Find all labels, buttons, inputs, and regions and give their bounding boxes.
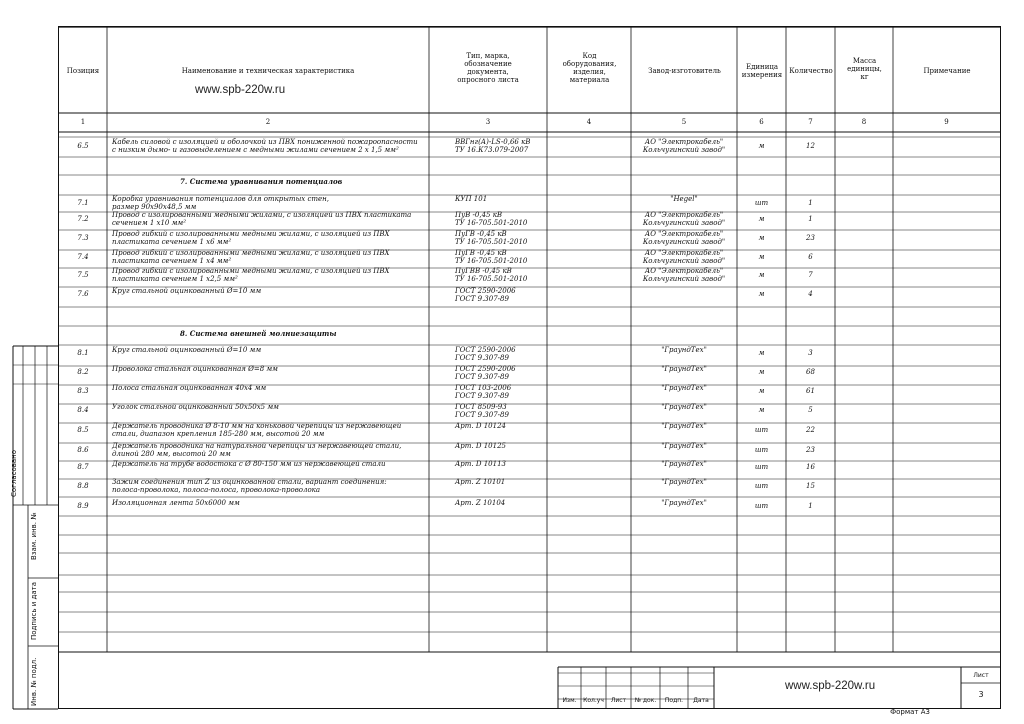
- row-manufacturer: АО "Электрокабель": [644, 211, 724, 219]
- row-position: 8.2: [77, 368, 89, 376]
- row-type: ГОСТ 9.307-89: [455, 373, 509, 381]
- header-name: Наименование и техническая характеристика: [181, 67, 355, 75]
- col-number: 9: [944, 118, 949, 126]
- col-number: 1: [80, 118, 86, 126]
- format-label: Формат А3: [890, 708, 930, 716]
- row-position: 7.1: [77, 199, 89, 207]
- watermark-stamp: www.spb-220w.ru: [785, 680, 876, 692]
- row-type: ГОСТ 9.307-89: [455, 411, 509, 419]
- row-manufacturer: "ГраундТех": [661, 403, 707, 411]
- row-qty: 3: [808, 349, 813, 357]
- row-qty: 5: [808, 406, 813, 414]
- stamp-label: Лист: [610, 697, 627, 704]
- row-unit: шт: [754, 446, 769, 454]
- row-manufacturer: "ГраундТех": [661, 384, 707, 392]
- col-number: 7: [808, 118, 813, 126]
- row-name: пластиката сечением 1 х2,5 мм²: [112, 275, 238, 283]
- row-type: ГОСТ 103-2006: [455, 384, 512, 392]
- row-qty: 6: [808, 253, 813, 261]
- row-position: 8.6: [77, 446, 89, 454]
- row-name: пластиката сечением 1 х6 мм²: [112, 238, 232, 246]
- stamp-label: Изм.: [562, 697, 577, 704]
- row-unit: м: [758, 290, 765, 298]
- row-manufacturer: "ГраундТех": [661, 422, 707, 430]
- side-sign-date: Подпись и дата: [30, 582, 38, 640]
- row-manufacturer: "ГраундТех": [661, 499, 707, 507]
- section-title: 7. Система уравнивания потенциалов: [180, 177, 343, 186]
- row-name: Провод гибкий с изолированными медными жилами, с изоляцией из ПВХ: [112, 230, 390, 238]
- row-manufacturer: АО "Электрокабель": [644, 138, 724, 146]
- header-position: Позиция: [66, 67, 100, 75]
- row-qty: 15: [806, 482, 815, 490]
- row-name: размер 90х90х48,5 мм: [112, 203, 197, 211]
- row-name: Уголок стальной оцинкованный 50х50х5 мм: [112, 403, 279, 411]
- row-type: ГОСТ 2590-2006: [455, 287, 516, 295]
- row-manufacturer: АО "Электрокабель": [644, 267, 724, 275]
- row-qty: 1: [808, 199, 813, 207]
- row-type: ТУ 16-705.501-2010: [455, 219, 528, 227]
- row-type: ГОСТ 2590-2006: [455, 346, 516, 354]
- row-position: 7.2: [77, 215, 89, 223]
- header-manufacturer: Завод-изготовитель: [648, 67, 721, 75]
- row-qty: 61: [806, 387, 815, 395]
- row-position: 8.7: [77, 463, 89, 471]
- header-type: Тип, марка, обозначение документа, опросного листа: [457, 52, 519, 84]
- header-note: Примечание: [923, 67, 971, 75]
- row-position: 7.3: [77, 234, 89, 242]
- row-unit: шт: [754, 463, 769, 471]
- col-number: 4: [586, 118, 592, 126]
- row-position: 8.5: [77, 426, 89, 434]
- stamp-label: Кол.уч: [583, 697, 604, 704]
- row-unit: м: [758, 234, 765, 242]
- row-type: ГОСТ 2590-2006: [455, 365, 516, 373]
- row-type: Арт. D 10125: [455, 442, 506, 450]
- row-name: с низким дымо- и газовыделением с медными жилами сечением 2 х 1,5 мм²: [112, 146, 399, 154]
- row-qty: 1: [808, 502, 813, 510]
- row-unit: м: [758, 142, 765, 150]
- row-qty: 12: [806, 142, 815, 150]
- row-name: сечением 1 х10 мм²: [112, 219, 187, 227]
- row-type: ТУ 16.К73.079-2007: [455, 146, 529, 154]
- header-unit: Единица измерения: [741, 63, 783, 79]
- row-type: ТУ 16-705.501-2010: [455, 275, 528, 283]
- row-qty: 7: [808, 271, 813, 279]
- header-qty: Количество: [789, 67, 833, 75]
- row-type: ПуВ -0,45 кВ: [455, 211, 503, 219]
- row-qty: 16: [806, 463, 815, 471]
- row-name: Провод гибкий с изолированными медными жилами, с изоляцией из ПВХ: [112, 267, 390, 275]
- row-position: 8.4: [77, 406, 89, 414]
- stamp-label: № док.: [634, 697, 657, 704]
- side-inv: Инв. № подл.: [30, 657, 38, 706]
- row-type: ГОСТ 9.307-89: [455, 295, 509, 303]
- side-vzam: Взам. инв. №: [30, 512, 38, 560]
- row-manufacturer: Кольчугинский завод": [642, 257, 726, 265]
- row-manufacturer: АО "Электрокабель": [644, 230, 724, 238]
- row-type: Арт. Z 10104: [455, 499, 506, 507]
- row-type: ПуГВВ -0,45 кВ: [455, 267, 512, 275]
- row-unit: м: [758, 349, 765, 357]
- row-manufacturer: "ГраундТех": [661, 365, 707, 373]
- row-unit: м: [758, 253, 765, 261]
- col-number: 3: [485, 118, 491, 126]
- row-unit: м: [758, 387, 765, 395]
- row-type: ТУ 16-705.501-2010: [455, 257, 528, 265]
- col-number: 6: [759, 118, 764, 126]
- header-code: Код оборудования, изделия, материала: [562, 52, 617, 84]
- row-type: ПуГВ -0,45 кВ: [455, 249, 507, 257]
- row-position: 8.3: [77, 387, 89, 395]
- row-name: Кабель силовой с изоляцией и оболочкой из ПВХ пониженной пожароопасности: [112, 138, 418, 146]
- col-number: 5: [681, 118, 687, 126]
- row-name: стали, диапазон крепления 185-280 мм, высотой 20 мм: [112, 430, 325, 438]
- row-qty: 23: [806, 234, 815, 242]
- row-position: 8.1: [77, 349, 89, 357]
- row-unit: м: [758, 271, 765, 279]
- row-type: ПуГВ -0,45 кВ: [455, 230, 507, 238]
- row-manufacturer: "ГраундТех": [661, 478, 707, 486]
- watermark-top: www.spb-220w.ru: [195, 84, 286, 96]
- row-unit: м: [758, 368, 765, 376]
- row-name: Изоляционная лента 50х6000 мм: [112, 499, 240, 507]
- row-type: Арт. D 10113: [455, 460, 506, 468]
- row-name: Коробка уравнивания потенциалов для открытых стен,: [112, 195, 329, 203]
- row-manufacturer: АО "Электрокабель": [644, 249, 724, 257]
- row-type: ВВГнг(А)-LS-0,66 кВ: [455, 138, 531, 146]
- row-type: ГОСТ 9.307-89: [455, 354, 509, 362]
- row-manufacturer: Кольчугинский завод": [642, 146, 726, 154]
- row-type: ГОСТ 9.307-89: [455, 392, 509, 400]
- row-name: полоса-проволока, полоса-полоса, проволока-проволока: [112, 486, 321, 494]
- sheet-label: Лист: [973, 672, 989, 679]
- row-name: Держатель на трубе водостока с Ø 80-150 мм из нержавеющей стали: [112, 460, 386, 468]
- row-qty: 23: [806, 446, 815, 454]
- row-type: КУП 101: [455, 195, 488, 203]
- row-name: длиной 280 мм, высотой 20 мм: [112, 450, 231, 458]
- row-unit: шт: [754, 426, 769, 434]
- row-manufacturer: "Hegel": [670, 195, 698, 203]
- row-name: Держатель проводника на натуральной черепицы из нержавеющей стали,: [112, 442, 402, 450]
- row-manufacturer: "ГраундТех": [661, 346, 707, 354]
- row-qty: 68: [806, 368, 815, 376]
- row-name: Держатель проводника Ø 8-10 мм на коньковой черепицы из нержавеющей: [112, 422, 402, 430]
- stamp-label: Дата: [693, 697, 709, 704]
- row-unit: шт: [754, 199, 769, 207]
- row-type: ТУ 16-705.501-2010: [455, 238, 528, 246]
- row-manufacturer: Кольчугинский завод": [642, 275, 726, 283]
- row-position: 6.5: [77, 142, 89, 150]
- col-number: 8: [861, 118, 867, 126]
- row-type: ГОСТ 8509-93: [455, 403, 507, 411]
- section-title: 8. Система внешней молниезащиты: [180, 329, 337, 338]
- sheet-number: 3: [978, 690, 984, 699]
- row-manufacturer: "ГраундТех": [661, 442, 707, 450]
- row-qty: 22: [806, 426, 815, 434]
- row-manufacturer: Кольчугинский завод": [642, 219, 726, 227]
- row-name: Круг стальной оцинкованный Ø=10 мм: [112, 287, 262, 295]
- side-agreed: Согласовано: [10, 449, 18, 497]
- row-manufacturer: Кольчугинский завод": [642, 238, 726, 246]
- row-name: Зажим соединения тип Z из оцинкованной стали, вариант соединения:: [112, 478, 387, 486]
- row-name: Провод с изолированными медными жилами, с изоляцией из ПВХ пластиката: [112, 211, 412, 219]
- row-position: 7.6: [77, 290, 89, 298]
- row-qty: 4: [808, 290, 813, 298]
- row-position: 8.8: [77, 482, 89, 490]
- row-unit: м: [758, 215, 765, 223]
- header-mass: Масса единицы, кг: [847, 57, 882, 81]
- col-number: 2: [265, 118, 271, 126]
- row-name: Круг стальной оцинкованный Ø=10 мм: [112, 346, 262, 354]
- row-name: пластиката сечением 1 х4 мм²: [112, 257, 232, 265]
- row-position: 8.9: [77, 502, 89, 510]
- row-name: Проволока стальная оцинкованная Ø=8 мм: [112, 365, 278, 373]
- row-qty: 1: [808, 215, 813, 223]
- row-unit: шт: [754, 482, 769, 490]
- row-type: Арт. D 10124: [455, 422, 506, 430]
- row-position: 7.4: [77, 253, 89, 261]
- row-unit: м: [758, 406, 765, 414]
- row-position: 7.5: [77, 271, 89, 279]
- row-name: Провод гибкий с изолированными медными жилами, с изоляцией из ПВХ: [112, 249, 390, 257]
- row-unit: шт: [754, 502, 769, 510]
- row-type: Арт. Z 10101: [455, 478, 506, 486]
- row-name: Полоса стальная оцинкованная 40х4 мм: [112, 384, 267, 392]
- row-manufacturer: "ГраундТех": [661, 460, 707, 468]
- stamp-label: Подп.: [664, 697, 684, 704]
